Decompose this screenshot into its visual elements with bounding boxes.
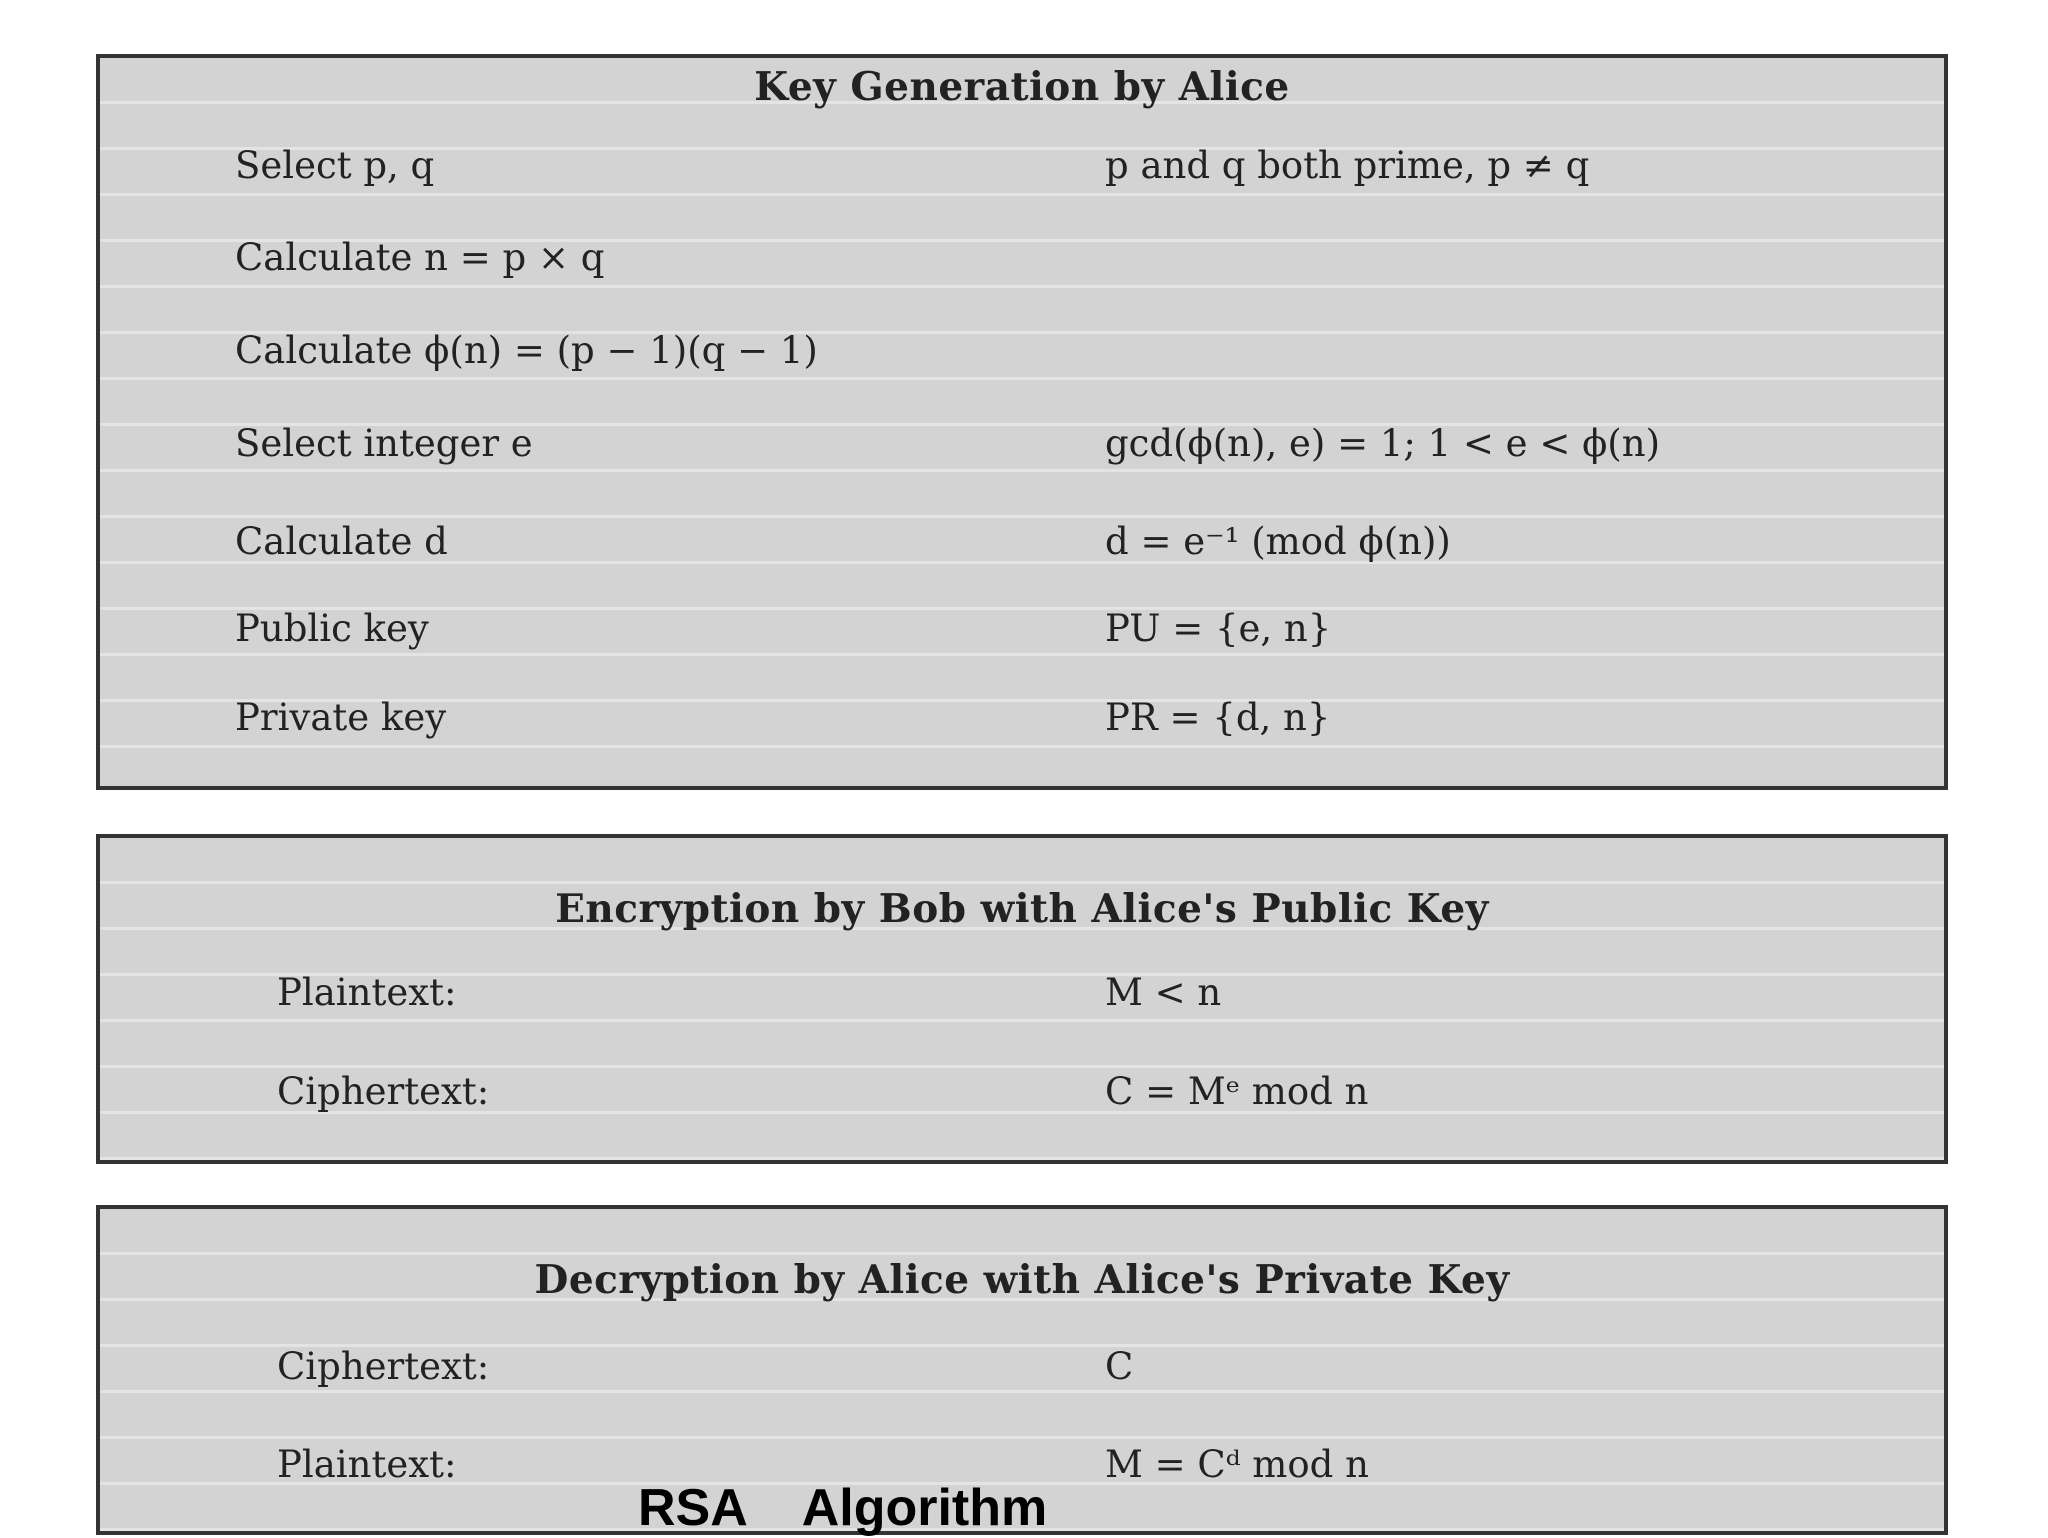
- decryption-label: Ciphertext:: [277, 1345, 490, 1388]
- keygen-value: d = e⁻¹ (mod ϕ(n)): [1105, 520, 1451, 563]
- encryption-value: M < n: [1105, 971, 1222, 1014]
- keygen-value: PR = {d, n}: [1105, 696, 1331, 739]
- decryption-row-ciphertext: [100, 1345, 1944, 1405]
- keygen-row-calc-n: [100, 236, 1944, 296]
- keygen-value: p and q both prime, p ≠ q: [1105, 144, 1590, 187]
- encryption-row-plaintext: [100, 971, 1944, 1031]
- encryption-value: C = Mᵉ mod n: [1105, 1070, 1369, 1113]
- decryption-title: Decryption by Alice with Alice's Private Key: [534, 1257, 1510, 1303]
- decryption-value: C: [1105, 1345, 1134, 1388]
- keygen-label: Calculate d: [235, 520, 448, 563]
- keygen-label: Public key: [235, 607, 429, 650]
- keygen-label: Calculate ϕ(n) = (p − 1)(q − 1): [235, 329, 818, 372]
- keygen-label: Private key: [235, 696, 447, 739]
- keygen-label: Calculate n = p × q: [235, 236, 605, 279]
- encryption-label: Plaintext:: [277, 971, 457, 1014]
- keygen-row-private-key: [100, 696, 1944, 756]
- encryption-title: Encryption by Bob with Alice's Public Key: [555, 886, 1489, 932]
- keygen-value: PU = {e, n}: [1105, 607, 1332, 650]
- keygen-value: gcd(ϕ(n), e) = 1; 1 < e < ϕ(n): [1105, 422, 1660, 465]
- rsa-algorithm-caption: RSA Algorithm: [638, 1479, 1048, 1537]
- encryption-row-ciphertext: [100, 1070, 1944, 1130]
- encryption-label: Ciphertext:: [277, 1070, 490, 1113]
- decryption-value: M = Cᵈ mod n: [1105, 1443, 1369, 1486]
- keygen-row-calc-phi: [100, 329, 1944, 389]
- keygen-row-select-pq: [100, 144, 1944, 204]
- encryption-panel: [96, 834, 1948, 1164]
- key-generation-panel: [96, 54, 1948, 790]
- keygen-label: Select integer e: [235, 422, 533, 465]
- keygen-row-select-e: [100, 422, 1944, 482]
- keygen-row-calc-d: [100, 520, 1944, 580]
- key-generation-title: Key Generation by Alice: [754, 64, 1290, 110]
- keygen-row-public-key: [100, 607, 1944, 667]
- keygen-label: Select p, q: [235, 144, 435, 187]
- decryption-label: Plaintext:: [277, 1443, 457, 1486]
